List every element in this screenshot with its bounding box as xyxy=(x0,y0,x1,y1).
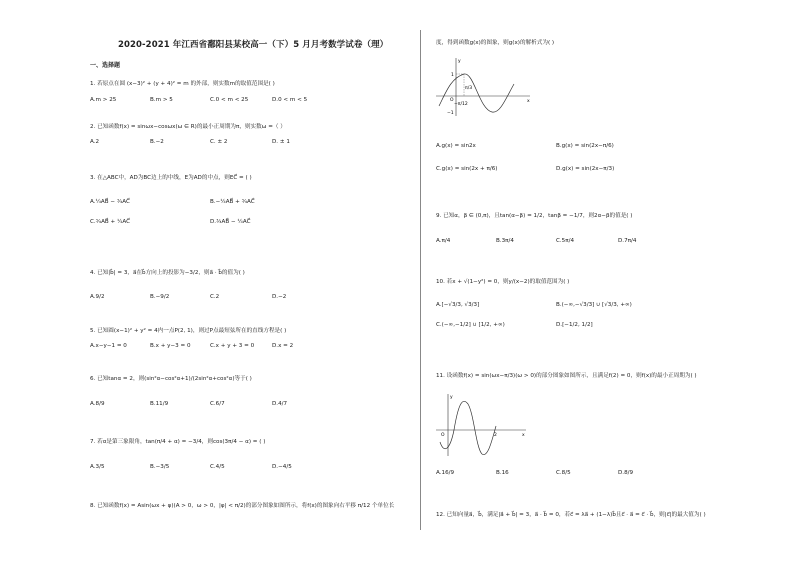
graph1-label-x: x xyxy=(527,99,530,104)
q7-option-a[interactable]: A.3/5 xyxy=(90,464,105,470)
q2-option-a[interactable]: A.2 xyxy=(90,139,100,145)
column-divider xyxy=(420,30,421,530)
q9-option-d[interactable]: D.7π/4 xyxy=(618,238,637,244)
section-heading: 一、选择题 xyxy=(90,62,121,69)
q11-option-d[interactable]: D.8/9 xyxy=(618,470,634,476)
question-7-stem: 7. 若α是第三象限角，tan(π/4 + α) = −3/4，则cos(3π/4 − α) = ( ) xyxy=(90,439,266,445)
question-8-continued: 度，得到函数g(x)的图象，则g(x)的解析式为( ) xyxy=(436,40,555,46)
question-4-stem: 4. 已知|b⃗| = 3，a⃗在b⃗方向上的投影为−3/2，则a⃗ · b⃗的值为( ) xyxy=(90,270,245,276)
q11-option-b[interactable]: B.16 xyxy=(496,470,509,476)
q8-option-c[interactable]: C.g(x) = sin(2x + π/6) xyxy=(436,166,498,172)
q11-option-c[interactable]: C.8/5 xyxy=(556,470,571,476)
q2-option-d[interactable]: D. ± 1 xyxy=(272,139,290,145)
graph2-curve xyxy=(440,401,496,454)
question-3-stem: 3. 在△ABC中，AD为BC边上的中线，E为AD的中点，则EC⃗ = ( ) xyxy=(90,175,252,181)
q8-option-a[interactable]: A.g(x) = sin2x xyxy=(436,143,476,149)
q3-option-d[interactable]: D.¾AB⃗ − ¼AC⃗ xyxy=(210,219,251,225)
q4-option-a[interactable]: A.9/2 xyxy=(90,294,105,300)
question-12-stem: 12. 已知向量a⃗，b⃗，满足|a⃗ + b⃗| = 3，a⃗ · b⃗ = 0，若c⃗ = λa⃗ + (1−λ)b⃗且c⃗ · a⃗ = c⃗ · b⃗，则|c⃗|的最大值为( ) xyxy=(436,512,706,518)
graph2-label-origin: O xyxy=(441,433,445,438)
q5-option-d[interactable]: D.x = 2 xyxy=(272,343,294,349)
q5-option-c[interactable]: C.x + y + 3 = 0 xyxy=(210,343,255,349)
q9-option-c[interactable]: C.5π/4 xyxy=(556,238,575,244)
q5-option-b[interactable]: B.x + y−3 = 0 xyxy=(150,343,191,349)
q1-option-d[interactable]: D.0 < m < 5 xyxy=(272,97,308,103)
question-5-stem: 5. 已知圆(x−1)² + y² = 4内一点P(2, 1)，则过P点最短弦所在的直线方程是( ) xyxy=(90,328,287,334)
graph1-label-neg1: −1 xyxy=(447,111,454,116)
q10-option-b[interactable]: B.(−∞,−√3/3] ∪ [√3/3, +∞) xyxy=(556,302,632,308)
q11-graph xyxy=(434,392,534,458)
q6-option-d[interactable]: D.4/7 xyxy=(272,401,288,407)
graph2-label-two: 2 xyxy=(494,433,497,438)
graph1-label-pi12: −π/12 xyxy=(454,102,468,107)
q6-option-a[interactable]: A.8/9 xyxy=(90,401,105,407)
question-8-stem: 8. 已知函数f(x) = Asin(ωx + φ)(A > 0，ω > 0，|φ| < π/2)的部分图象如图所示，将f(x)的图象向右平移 π/12 个单位长 xyxy=(90,503,395,509)
graph1-curve xyxy=(439,74,514,112)
right-column xyxy=(422,0,794,562)
question-1-stem: 1. 若原点在圆 (x−3)² + (y + 4)² = m 的外部，则实数m的取值范围是( ) xyxy=(90,81,275,87)
exam-title: 2020-2021 年江西省鄱阳县某校高一（下）5 月月考数学试卷（理） xyxy=(118,40,389,50)
q9-option-a[interactable]: A.π/4 xyxy=(436,238,451,244)
q4-option-d[interactable]: D.−2 xyxy=(272,294,287,300)
q3-option-b[interactable]: B.−¼AB⃗ + ¾AC⃗ xyxy=(210,199,255,205)
q2-option-b[interactable]: B.−2 xyxy=(150,139,164,145)
graph1-label-pi3: π/3 xyxy=(465,86,473,91)
q7-option-d[interactable]: D.−4/5 xyxy=(272,464,292,470)
q1-option-a[interactable]: A.m > 25 xyxy=(90,97,117,103)
graph1-label-y: y xyxy=(458,59,461,64)
q1-option-b[interactable]: B.m > 5 xyxy=(150,97,173,103)
q3-option-c[interactable]: C.¾AB⃗ + ¼AC⃗ xyxy=(90,219,131,225)
q7-option-c[interactable]: C.4/5 xyxy=(210,464,225,470)
q10-option-d[interactable]: D.[−1/2, 1/2] xyxy=(556,322,593,328)
question-10-stem: 10. 若x + √(1−y²) = 0，则y/(x−2)的取值范围为( ) xyxy=(436,279,570,285)
q8-graph xyxy=(434,54,534,118)
q6-option-b[interactable]: B.11/9 xyxy=(150,401,169,407)
q6-option-c[interactable]: C.6/7 xyxy=(210,401,225,407)
graph2-label-y: y xyxy=(450,395,453,400)
q8-option-b[interactable]: B.g(x) = sin(2x−π/6) xyxy=(556,143,614,149)
question-9-stem: 9. 已知α，β ∈ (0,π)，且tan(α−β) = 1/2，tanβ = −1/7，则2α−β的值是( ) xyxy=(436,213,633,219)
question-2-stem: 2. 已知函数f(x) = sinωx−cosωx(ω ∈ R)的最小正周期为π，则实数ω =（ ） xyxy=(90,124,286,130)
q10-option-c[interactable]: C.(−∞,−1/2] ∪ [1/2, +∞) xyxy=(436,322,505,328)
q2-option-c[interactable]: C. ± 2 xyxy=(210,139,228,145)
q8-option-d[interactable]: D.g(x) = sin(2x−π/3) xyxy=(556,166,615,172)
question-11-stem: 11. 设函数f(x) = sin(ωx−π/3)(ω > 0)的部分图象如图所示，且满足f(2) = 0，则f(x)的最小正周期为( ) xyxy=(436,373,697,379)
q7-option-b[interactable]: B.−3/5 xyxy=(150,464,170,470)
q4-option-c[interactable]: C.2 xyxy=(210,294,220,300)
q9-option-b[interactable]: B.3π/4 xyxy=(496,238,514,244)
q3-option-a[interactable]: A.¼AB⃗ − ¾AC⃗ xyxy=(90,199,130,205)
q1-option-c[interactable]: C.0 < m < 25 xyxy=(210,97,249,103)
graph1-label-one: 1 xyxy=(451,73,454,78)
graph2-label-x: x xyxy=(522,433,525,438)
q5-option-a[interactable]: A.x−y−1 = 0 xyxy=(90,343,127,349)
graph1-label-origin: O xyxy=(450,98,454,103)
question-6-stem: 6. 已知tanα = 2，则(sin²α−cos²α+1)/(2sin²α+cos²α)等于( ) xyxy=(90,376,252,382)
q11-option-a[interactable]: A.16/9 xyxy=(436,470,455,476)
q4-option-b[interactable]: B.−9/2 xyxy=(150,294,170,300)
q10-option-a[interactable]: A.[−√3/3, √3/3] xyxy=(436,302,480,308)
